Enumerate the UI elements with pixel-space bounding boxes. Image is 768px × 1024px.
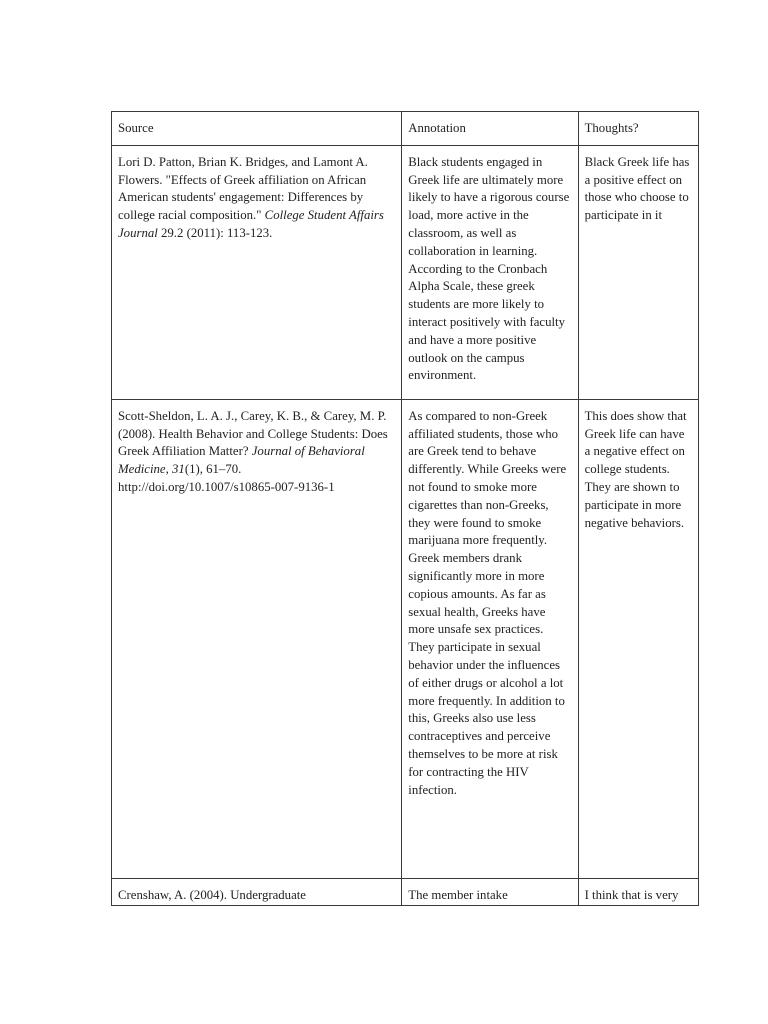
source-cell [112,399,402,878]
annotation-cell: Black students engaged in Greek life are ultimately more likely to have a rigorous course load, more active in the classroom, as well as collaboration in learning. According to the Cronbach Alpha Scale, these greek students are more likely to interact positively with faculty and have a more positive outlook on the campus environment. [402,145,578,399]
table-header-row [112,112,699,146]
annotation-cell: As compared to non-Greek affiliated students, those who are Greek tend to behave differently. While Greeks were not found to smoke more cigarettes than non-Greeks, they were found to smoke marijuana more frequently. Greek members drank significantly more in more copious amounts. As far as sexual health, Greeks have more unsafe sex practices. They participate in sexual behavior under the influences of either drugs or alcohol a lot more frequently. In addition to this, Greeks also use less contraceptives and perceive themselves to be more at risk for contracting the HIV infection. [402,399,578,878]
table-row [112,399,699,878]
citation-separator: , [165,462,173,477]
table-row [112,145,699,399]
citation-journal: College Student Affairs Journal [118,208,384,240]
citation-text: Lori D. Patton, Brian K. Bridges, and Lamont A. Flowers. "Effects of Greek affiliation on African American students' engagement: Differences by college racial composition." [118,154,368,223]
table-row [112,878,699,905]
thoughts-cell: Black Greek life has a positive effect on those who choose to participate in it [578,145,698,399]
source-cell [112,145,402,399]
header-source: Source [112,112,402,146]
citation-details: 29.2 (2011): 113-123. [157,225,273,240]
citation-text: Scott-Sheldon, L. A. J., Carey, K. B., & Carey, M. P. (2008). Health Behavior and College Students: Does Greek Affiliation Matter? [118,408,388,459]
citation-journal: Journal of Behavioral Medicine [118,444,365,477]
annotated-bibliography-table [111,111,699,906]
source-cell [112,878,402,905]
citation-volume: 31 [172,462,185,477]
annotation-cell: The member intake [402,878,578,905]
header-annotation: Annotation [402,112,578,146]
citation-text: Crenshaw, A. (2004). Undergraduate [118,887,306,902]
header-thoughts: Thoughts? [578,112,698,146]
thoughts-cell: This does show that Greek life can have a negative effect on college students. They are shown to participate in more negative behaviors. [578,399,698,878]
citation-details: (1), 61–70. http://doi.org/10.1007/s10865-007-9136-1 [118,462,335,494]
thoughts-cell: I think that is very [578,878,698,905]
